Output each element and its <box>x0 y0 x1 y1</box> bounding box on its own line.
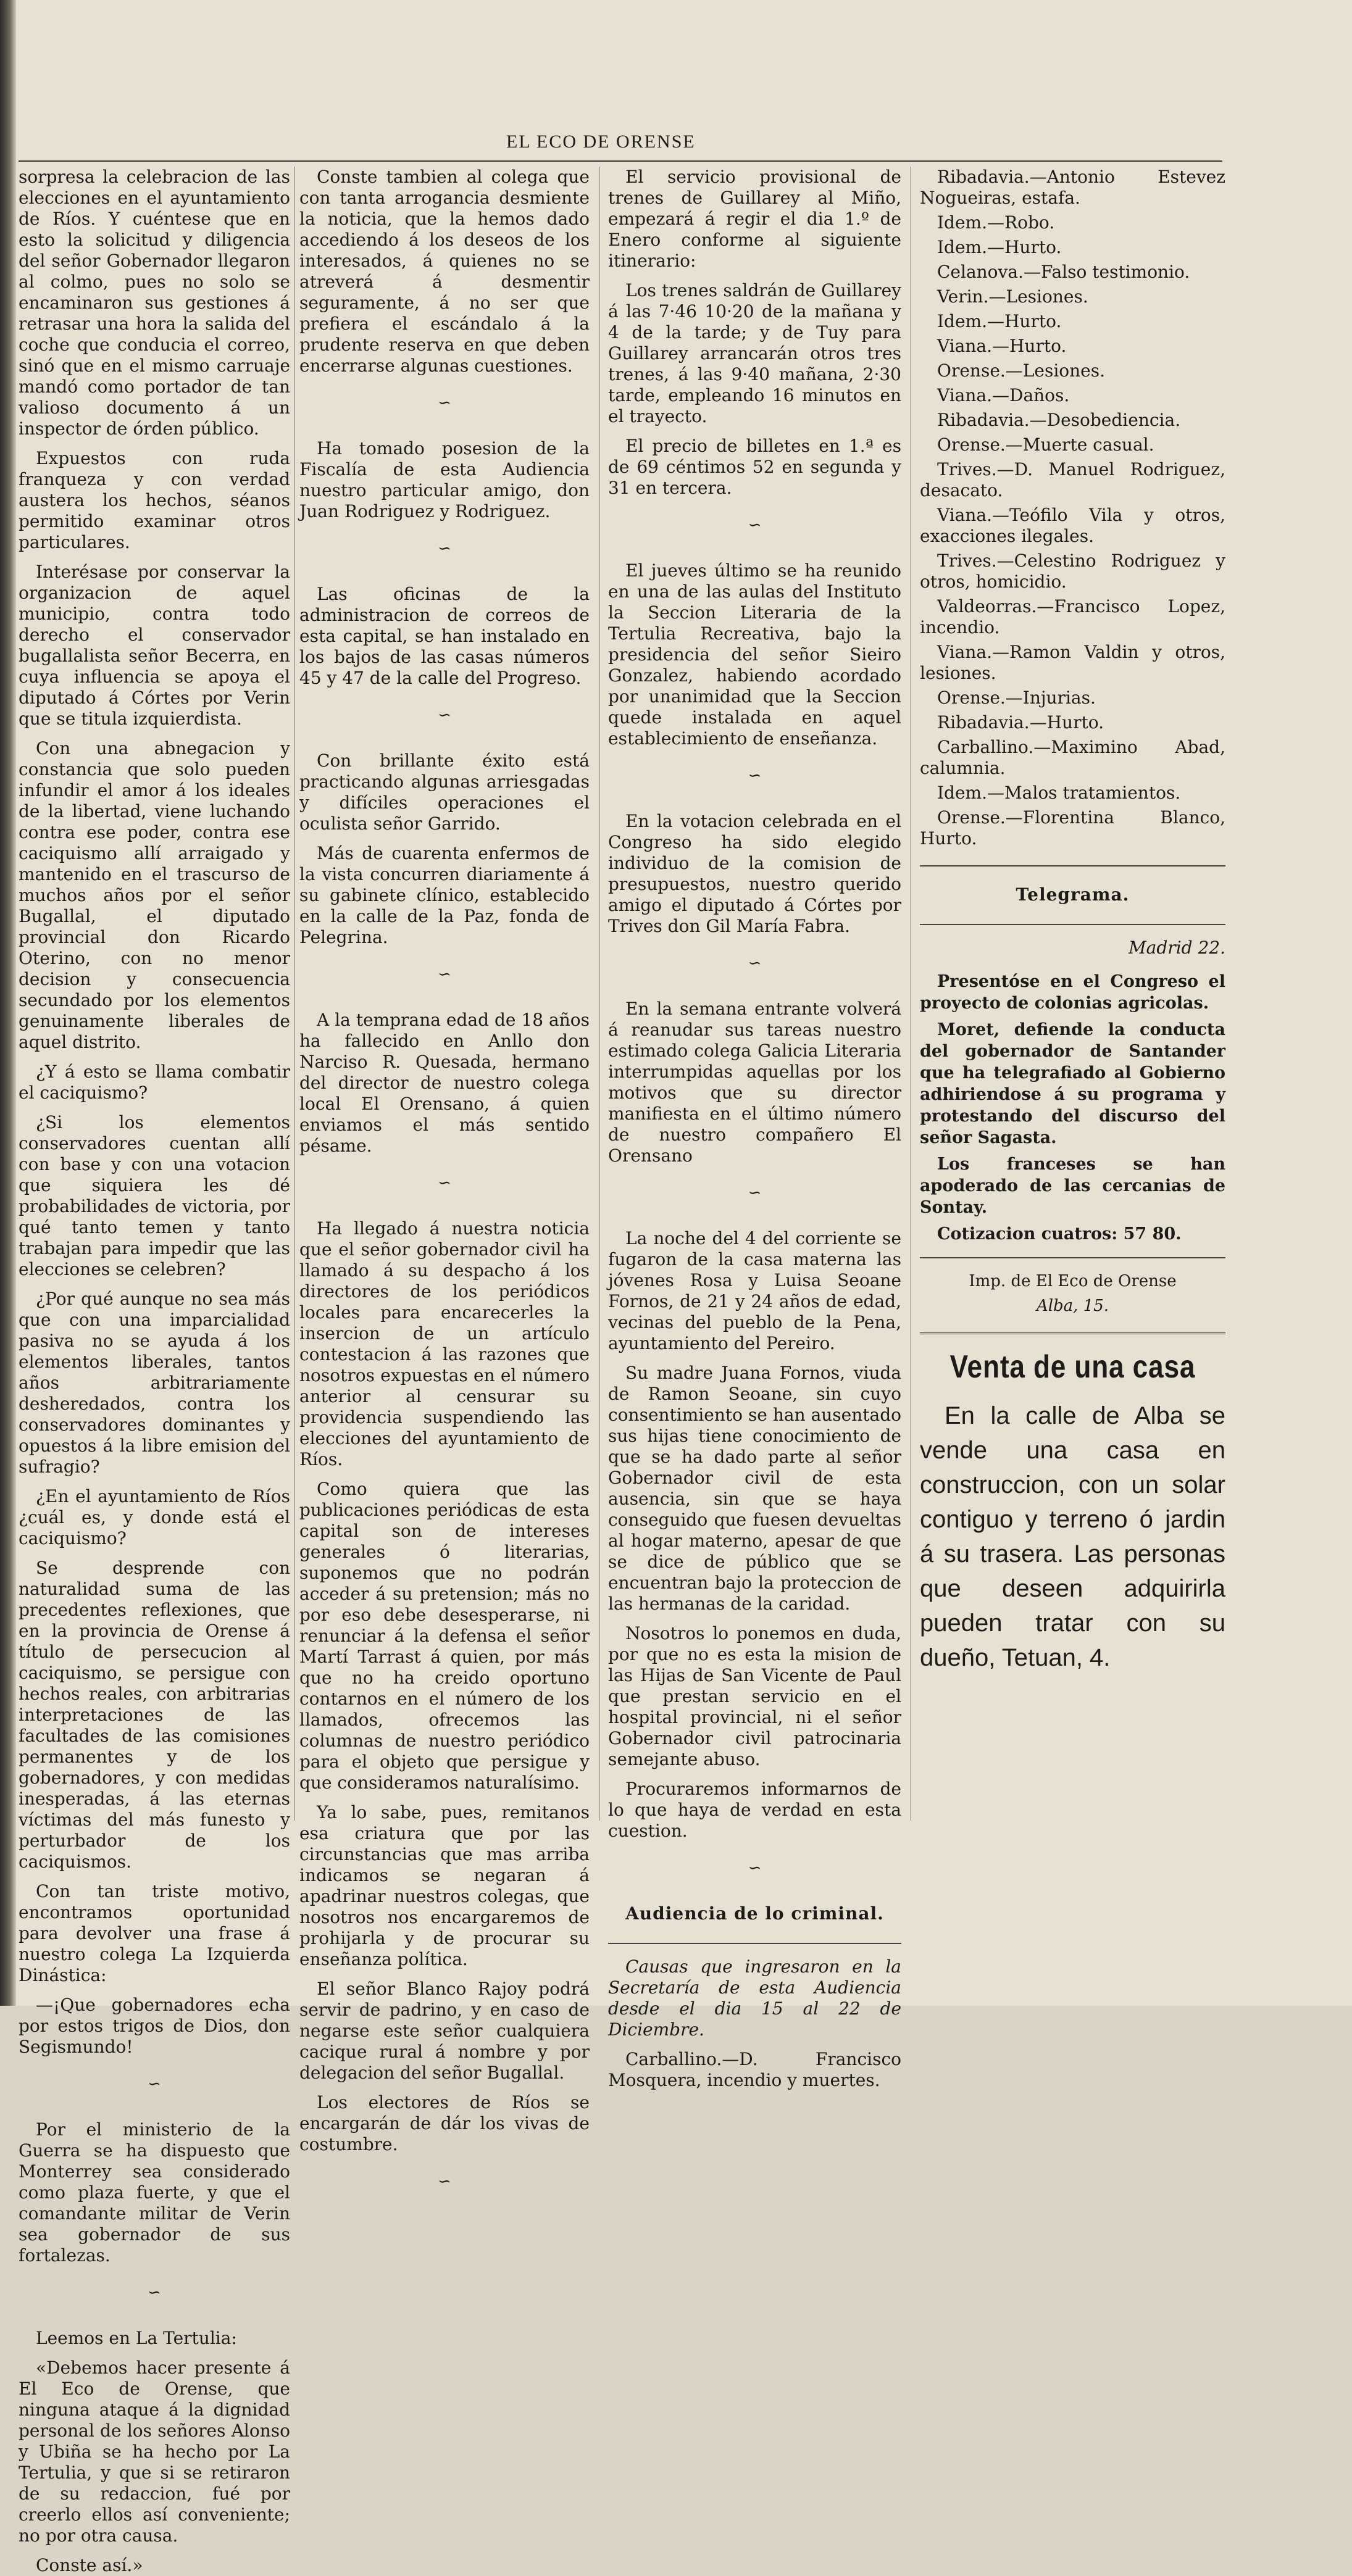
article-paragraph: Leemos en La Tertulia: <box>36 2328 237 2348</box>
masthead-rule <box>19 160 1222 162</box>
article-paragraph: Como quiera que las publicaciones periódicas de esta capital son de intereses generales ó literarias, suponemos que no podrán acceder á su pretension; más no por eso debe desesperarse, ni renunciar á la defensa el señor Martí Tarrast á quien, por más que no ha creido oportuno contarnos en el número de los llamados, ofrecemos las columnas de nuestro periódico para el objeto que persigue y que consideramos naturalísimo. <box>299 1479 590 1793</box>
separator-ornament: ∽ <box>438 706 451 725</box>
article-paragraph: La noche del 4 del corriente se fugaron de la casa materna las jóvenes Rosa y Luisa Seoane Fornos, de 21 y 24 años de edad, vecinas del pueblo de la Pena, ayuntamiento del Pereiro. <box>608 1228 901 1353</box>
list-item: Ribadavia.—Antonio Estevez Nogueiras, estafa. <box>920 167 1225 208</box>
article-paragraph: Por el ministerio de la Guerra se ha dispuesto que Monterrey sea considerado como plaza fuerte, y que el comandante militar de Verin sea gobernador de sus fortalezas. <box>19 2119 290 2266</box>
article-paragraph: Procuraremos informarnos de lo que haya de verdad en esta cuestion. <box>608 1779 901 1841</box>
telegrama-paragraph: Cotizacion cuatros: 57 80. <box>937 1224 1182 1244</box>
masthead <box>19 127 1222 164</box>
list-item: Trives.—D. Manuel Rodriguez, desacato. <box>920 459 1225 501</box>
separator-ornament: ∽ <box>438 2172 451 2191</box>
separator-ornament: ∽ <box>748 516 762 534</box>
article-paragraph: En la semana entrante volverá á reanudar sus tareas nuestro estimado colega Galicia Literaria interrumpidas aquellas por los motivos que su director manifiesta en el último número de nuestro compañero El Orensano <box>608 999 901 1166</box>
article-paragraph: ¿Y á esto se llama combatir el caciquismo? <box>19 1062 290 1103</box>
column-1 <box>19 167 290 2575</box>
column-3 <box>608 167 901 2090</box>
separator-ornament: ∽ <box>748 1184 762 1202</box>
telegrama-dateline: Madrid 22. <box>1129 937 1225 958</box>
separator-ornament: ∽ <box>148 2075 161 2093</box>
separator-ornament: ∽ <box>148 2283 161 2302</box>
article-paragraph: A la temprana edad de 18 años ha fallecido en Anllo don Narciso R. Quesada, hermano del director de nuestro colega local El Orensano, á quien enviamos el más sentido pésame. <box>299 1010 590 1156</box>
list-item: Valdeorras.—Francisco Lopez, incendio. <box>920 596 1225 638</box>
separator-ornament: ∽ <box>438 394 451 412</box>
list-item: Celanova.—Falso testimonio. <box>937 262 1190 282</box>
article-paragraph: Los electores de Ríos se encargarán de dár los vivas de costumbre. <box>299 2092 590 2154</box>
article-paragraph: Las oficinas de la administracion de correos de esta capital, se han instalado en los bajos de las casas números 45 y 47 de la calle del Progreso. <box>299 584 590 688</box>
audiencia-heading: Audiencia de lo criminal. <box>625 1903 884 1924</box>
article-paragraph: El señor Blanco Rajoy podrá servir de padrino, y en caso de negarse este señor cualquiera cacique rural á nombre y por delegacion del señor Bugallal. <box>299 1979 590 2083</box>
list-item: Viana.—Daños. <box>937 385 1070 405</box>
list-item: Viana.—Hurto. <box>937 336 1067 356</box>
binding-edge <box>0 0 16 2006</box>
court-cases-list <box>920 167 1225 849</box>
article-paragraph: Más de cuarenta enfermos de la vista concurren diariamente á su gabinete clínico, establecido en la calle de la Paz, fonda de Pelegrina. <box>299 843 590 947</box>
separator-ornament: ∽ <box>438 1174 451 1192</box>
section-rule <box>608 1943 901 1944</box>
list-item: Orense.—Florentina Blanco, Hurto. <box>920 807 1225 849</box>
separator-ornament: ∽ <box>748 954 762 973</box>
article-paragraph: ¿Por qué aunque no sea más que con una imparcialidad pasiva no se ayuda á los elementos liberales, tantos años arbitrariamente desheredados, contra los conservadores dominantes y opuestos á la libre emision del sufragio? <box>19 1289 290 1477</box>
article-paragraph: El servicio provisional de trenes de Guillarey al Miño, empezará á regir el dia 1.º de Enero conforme al siguiente itinerario: <box>608 167 901 271</box>
audiencia-intro: Causas que ingresaron en la Secretaría de esta Audiencia desde el dia 15 al 22 de Diciembre. <box>608 1956 901 2040</box>
ad-title: Venta de una casa <box>949 1349 1196 1385</box>
telegrama-paragraph: Presentóse en el Congreso el proyecto de colonias agricolas. <box>920 972 1225 1013</box>
section-rule <box>920 924 1225 925</box>
list-item: Orense.—Muerte casual. <box>937 434 1154 455</box>
separator-ornament: ∽ <box>438 965 451 984</box>
audiencia-entry: Carballino.—D. Francisco Mosquera, incendio y muertes. <box>608 2049 901 2090</box>
list-item: Viana.—Teófilo Vila y otros, exacciones ilegales. <box>920 505 1225 546</box>
ad-body <box>920 1398 1225 1675</box>
telegrama-heading: Telegrama. <box>1016 884 1130 905</box>
list-item: Verin.—Lesiones. <box>937 286 1088 307</box>
article-paragraph: Ha tomado posesion de la Fiscalía de esta Audiencia nuestro particular amigo, don Juan Rodriguez y Rodriguez. <box>299 438 590 521</box>
article-paragraph: Expuestos con ruda franqueza y con verdad austera los hechos, séanos permitido examinar otros particulares. <box>19 448 290 552</box>
list-item: Trives.—Celestino Rodriguez y otros, homicidio. <box>920 551 1225 592</box>
list-item: Carballino.—Maximino Abad, calumnia. <box>920 737 1225 778</box>
list-item: Idem.—Hurto. <box>937 311 1062 331</box>
masthead-title: EL ECO DE ORENSE <box>506 131 696 152</box>
list-item: Idem.—Hurto. <box>937 237 1062 257</box>
article-paragraph: Conste así.» <box>36 2555 143 2575</box>
article-paragraph: ¿Si los elementos conservadores cuentan allí con base y con una votacion que siquiera les dé probabilidades de victoria, por qué tanto temen y tanto trabajan para impedir que las elecciones se celebren? <box>19 1112 290 1279</box>
section-double-rule <box>920 1332 1225 1338</box>
list-item: Ribadavia.—Hurto. <box>937 712 1104 733</box>
separator-ornament: ∽ <box>748 1859 762 1877</box>
article-paragraph: «Debemos hacer presente á El Eco de Orense, que ninguna ataque á la dignidad personal de los señores Alonso y Ubiña se ha hecho por La Tertulia, y que si se retiraron de su redaccion, fué por creerlo ellos así conveniente; no por otra causa. <box>19 2358 290 2546</box>
article-paragraph: Con tan triste motivo, encontramos oportunidad para devolver una frase á nuestro colega La Izquierda Dinástica: <box>19 1881 290 1985</box>
list-item: Ribadavia.—Desobediencia. <box>937 410 1181 430</box>
article-paragraph: —¡Que gobernadores echa por estos trigos de Dios, don Segismundo! <box>19 1995 290 2057</box>
list-item: Idem.—Malos tratamientos. <box>937 783 1181 803</box>
article-paragraph: Ya lo sabe, pues, remitanos esa criatura que por las circunstancias que mas arriba indicamos se negaran á apadrinar nuestros colegas, que nosotros nos encargaremos de prohijarla y de procurar su enseñanza política. <box>299 1802 590 1969</box>
article-paragraph: Ha llegado á nuestra noticia que el señor gobernador civil ha llamado á su despacho á los directores de los periódicos locales para encarecerles la insercion de un artículo contestacion á las razones que nosotros expuestas en el número anterior al censurar su providencia suspendiendo las elecciones del ayuntamiento de Ríos. <box>299 1218 590 1469</box>
list-item: Idem.—Robo. <box>937 212 1055 233</box>
list-item: Viana.—Ramon Valdin y otros, lesiones. <box>920 642 1225 683</box>
article-paragraph: Conste tambien al colega que con tanta arrogancia desmiente la noticia, que la hemos dado accediendo á los deseos de los interesados, á quienes no se atreverá á desmentir seguramente, á no ser que prefiera el escándalo á la prudente reserva en que deben encerrarse algunas cuestiones. <box>299 167 590 376</box>
article-paragraph: Con brillante éxito está practicando algunas arriesgadas y difíciles operaciones el oculista señor Garrido. <box>299 750 590 834</box>
column-2 <box>299 167 590 2191</box>
telegrama-paragraph: Los franceses se han apoderado de las cercanias de Sontay. <box>920 1155 1225 1217</box>
section-double-rule <box>920 865 1225 871</box>
ad-text: En la calle de Alba se vende una casa en construccion, con un solar contiguo y terreno ó jardin á su trasera. Las personas que deseen adquirirla pueden tratar con su dueño, Tetuan, 4. <box>920 1402 1225 1671</box>
article-paragraph: Los trenes saldrán de Guillarey á las 7·46 10·20 de la mañana y 4 de la tarde; y de Tuy para Guillarey arrancarán otros tres trenes, á las 9·40 mañana, 2·30 tarde, empleando 16 minutos en el trayecto. <box>608 280 901 426</box>
article-paragraph: Su madre Juana Fornos, viuda de Ramon Seoane, sin cuyo consentimiento se han ausentado sus hijas tiene conocimiento de que se ha dado parte al señor Gobernador civil de esta ausencia, sin que se haya conseguido que fuesen devueltas al hogar materno, apesar de que se dice de público que se encuentran bajo la proteccion de las hermanas de la caridad. <box>608 1363 901 1614</box>
imprint-line: Imp. de El Eco de Orense <box>969 1272 1177 1290</box>
article-paragraph: ¿En el ayuntamiento de Ríos ¿cuál es, y donde está el caciquismo? <box>19 1486 290 1548</box>
article-paragraph: El precio de billetes en 1.ª es de 69 céntimos 52 en segunda y 31 en tercera. <box>608 436 901 498</box>
article-paragraph: Nosotros lo ponemos en duda, por que no es esta la mision de las Hijas de San Vicente de Paul que prestan servicio en el hospital provincial, ni el señor Gobernador civil patrocinaria semejante abuso. <box>608 1623 901 1769</box>
telegrama-paragraph: Moret, defiende la conducta del gobernador de Santander que ha telegrafiado al Gobierno adhiriendose á su programa y protestando del discurso del señor Sagasta. <box>920 1020 1225 1147</box>
separator-ornament: ∽ <box>748 767 762 785</box>
list-item: Orense.—Injurias. <box>937 688 1096 708</box>
section-rule <box>920 1257 1225 1258</box>
telegrama-body <box>920 971 1225 1245</box>
article-paragraph: Con una abnegacion y constancia que solo pueden infundir el amor á los ideales de la libertad, viene luchando contra ese poder, contra ese caciquismo allí arraigado y mantenido en el trascurso de muchos años por el señor Bugallal, el diputado provincial don Ricardo Oterino, con no menor decision y consecuencia secundado por los elementos genuinamente liberales de aquel distrito. <box>19 738 290 1052</box>
article-paragraph: Interésase por conservar la organizacion de aquel municipio, contra todo derecho el conservador bugallalista señor Becerra, en cuya influencia se apoya el diputado á Córtes por Verin que se titula izquierdista. <box>19 562 290 729</box>
separator-ornament: ∽ <box>438 539 451 558</box>
article-paragraph: sorpresa la celebracion de las elecciones en el ayuntamiento de Ríos. Y cuéntese que en esto la solicitud y diligencia del señor Gobernador llegaron al colmo, pues no solo se encaminaron sus gestiones á retrasar una hora la salida del coche que conducia el correo, sinó que en el mismo carruaje mandó como portador de tan valioso documento á un inspector de órden público. <box>19 167 290 439</box>
article-paragraph: En la votacion celebrada en el Congreso ha sido elegido individuo de la comision de presupuestos, nuestro querido amigo el diputado á Córtes por Trives don Gil María Fabra. <box>608 811 901 936</box>
article-paragraph: Se desprende con naturalidad suma de las precedentes reflexiones, que en la provincia de Orense á título de persecucion al caciquismo, se persigue con hechos reales, con arbitrarias interpretaciones de las facultades de las comisiones permanentes y de los gobernadores, y con medidas inesperadas, á las eternas víctimas del más funesto y perturbador de los caciquismos. <box>19 1558 290 1872</box>
imprint-address: Alba, 15. <box>1036 1297 1109 1315</box>
column-4 <box>920 167 1225 1821</box>
list-item: Orense.—Lesiones. <box>937 360 1106 381</box>
article-paragraph: El jueves último se ha reunido en una de las aulas del Instituto la Seccion Literaria de la Tertulia Recreativa, bajo la presidencia del señor Sieiro Gonzalez, habiendo acordado por unanimidad que la Seccion quede instalada en aquel establecimiento de enseñanza. <box>608 560 901 749</box>
